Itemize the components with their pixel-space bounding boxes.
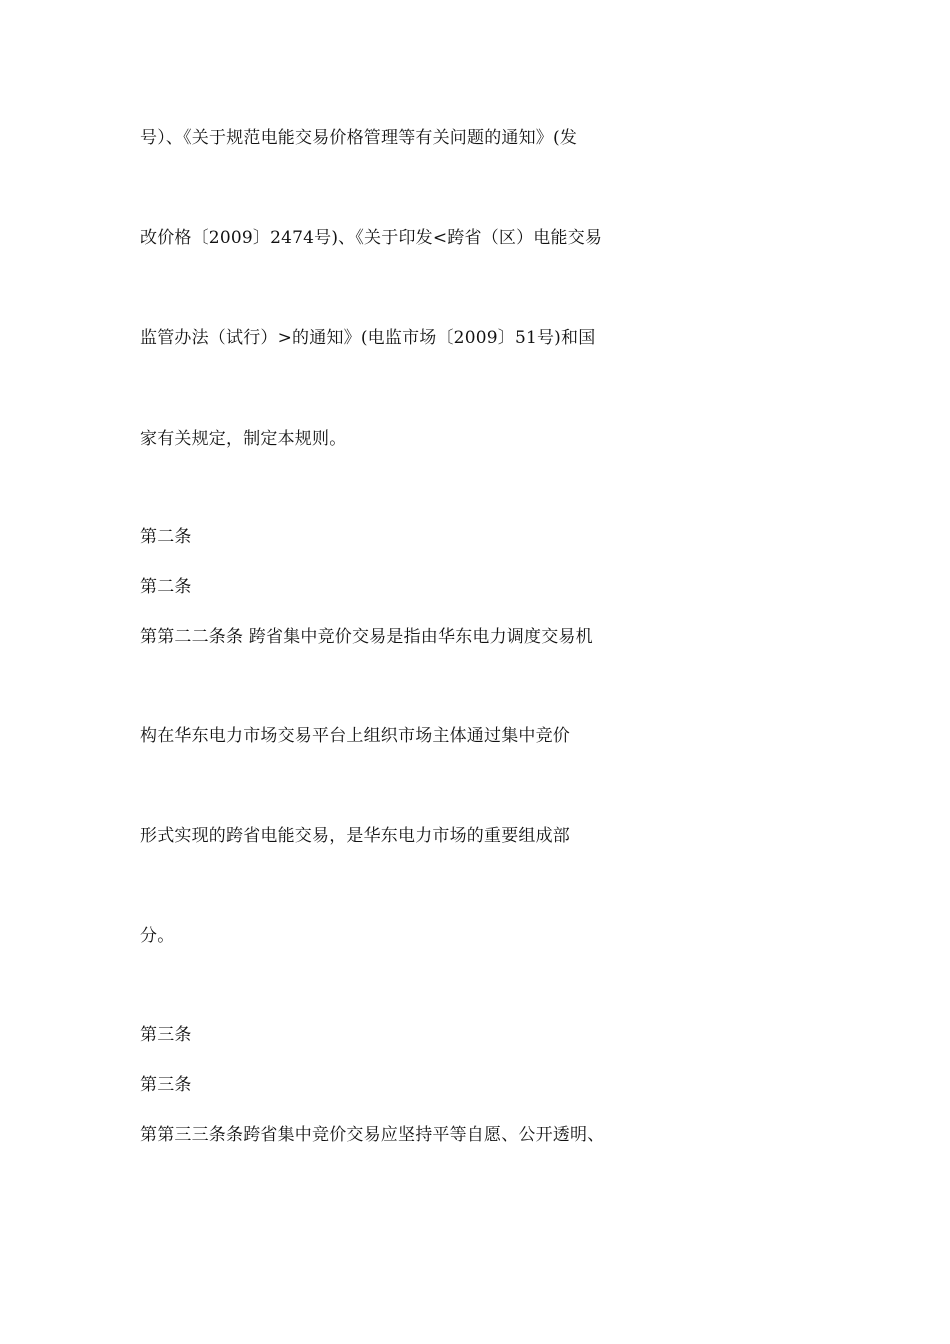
article-heading: 第三条 <box>140 1025 192 1045</box>
paragraph-line: 监管办法（试行）>的通知》(电监市场〔2009〕51号)和国 <box>140 328 596 348</box>
article-heading: 第二条 <box>140 527 192 547</box>
paragraph-line: 分。 <box>140 926 175 946</box>
paragraph-line: 第第二二条条 跨省集中竞价交易是指由华东电力调度交易机 <box>140 627 593 647</box>
paragraph-line: 改价格〔2009〕2474号)、《关于印发<跨省（区）电能交易 <box>140 228 603 248</box>
paragraph-line: 形式实现的跨省电能交易，是华东电力市场的重要组成部 <box>140 826 570 846</box>
article-heading: 第三条 <box>140 1075 192 1095</box>
paragraph-line: 第第三三条条跨省集中竞价交易应坚持平等自愿、公开透明、 <box>140 1125 605 1145</box>
paragraph-line: 号）、《关于规范电能交易价格管理等有关问题的通知》(发 <box>140 128 578 148</box>
paragraph-line: 家有关规定，制定本规则。 <box>140 429 347 449</box>
article-heading: 第二条 <box>140 577 192 597</box>
paragraph-line: 构在华东电力市场交易平台上组织市场主体通过集中竞价 <box>140 726 570 746</box>
